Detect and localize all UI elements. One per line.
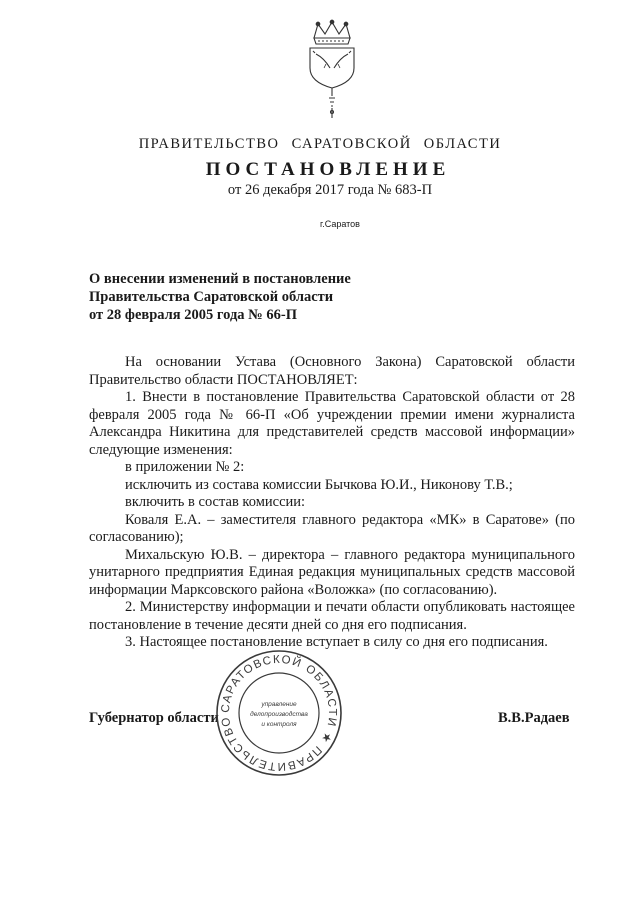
- stamp-ring-text: САРАТОВСКОЙ ОБЛАСТИ ★ ПРАВИТЕЛЬСТВО: [219, 653, 339, 773]
- subject-line-2: Правительства Саратовской области: [89, 289, 334, 305]
- paragraph-basis: На основании Устава (Основного Закона) Саратовской области Правительство области ПОСТАНОВЛЯЕТ:: [89, 354, 575, 388]
- coat-of-arms-icon: [296, 18, 368, 130]
- paragraph-item-1: 1. Внести в постановление Правительства Саратовской области от 28 февраля 2005 года № 66-П «Об учреждении премии имени журналиста Александра Никитина для представителей средств массовой информации» следующие изменения:: [89, 389, 575, 458]
- paragraph-appendix: в приложении № 2:: [125, 459, 245, 475]
- paragraph-member-kovalya: Коваля Е.А. – заместителя главного редактора «МК» в Саратове» (по согласованию);: [89, 511, 575, 545]
- paragraph-item-3: 3. Настоящее постановление вступает в силу со дня его подписания.: [125, 634, 548, 650]
- subject-line-3: от 28 февраля 2005 года № 66-П: [89, 307, 297, 323]
- stamp-line-2: делопроизводства: [250, 711, 308, 718]
- paragraph-member-mikhalskaya: Михальскую Ю.В. – директора – главного редактора муниципального унитарного предприятия Единая редакция муниципальных средств массовой информации Марксовского района «Воложка» (по согласованию).: [89, 546, 575, 598]
- paragraph-item-2: 2. Министерству информации и печати области опубликовать настоящее постановление в течение десяти дней со дня его подписания.: [89, 599, 575, 633]
- signature-name: В.В.Радаев: [498, 710, 570, 726]
- stamp-line-1: управление: [261, 701, 297, 708]
- document-type: ПОСТАНОВЛЕНИЕ: [205, 159, 451, 180]
- government-name: ПРАВИТЕЛЬСТВО САРАТОВСКОЙ ОБЛАСТИ: [138, 136, 502, 152]
- paragraph-include: включить в состав комиссии:: [125, 494, 306, 510]
- document-date-number: от 26 декабря 2017 года № 683-П: [227, 182, 433, 198]
- subject-line-1: О внесении изменений в постановление: [89, 271, 351, 287]
- signature-position: Губернатор области: [89, 710, 219, 726]
- document-subject: [89, 270, 419, 324]
- document-body: [89, 354, 575, 652]
- document-city: г.Саратов: [320, 219, 360, 229]
- official-stamp: [214, 648, 344, 778]
- stamp-line-3: и контроля: [261, 721, 297, 728]
- paragraph-exclude: исключить из состава комиссии Бычкова Ю.И., Никонову Т.В.;: [125, 476, 513, 493]
